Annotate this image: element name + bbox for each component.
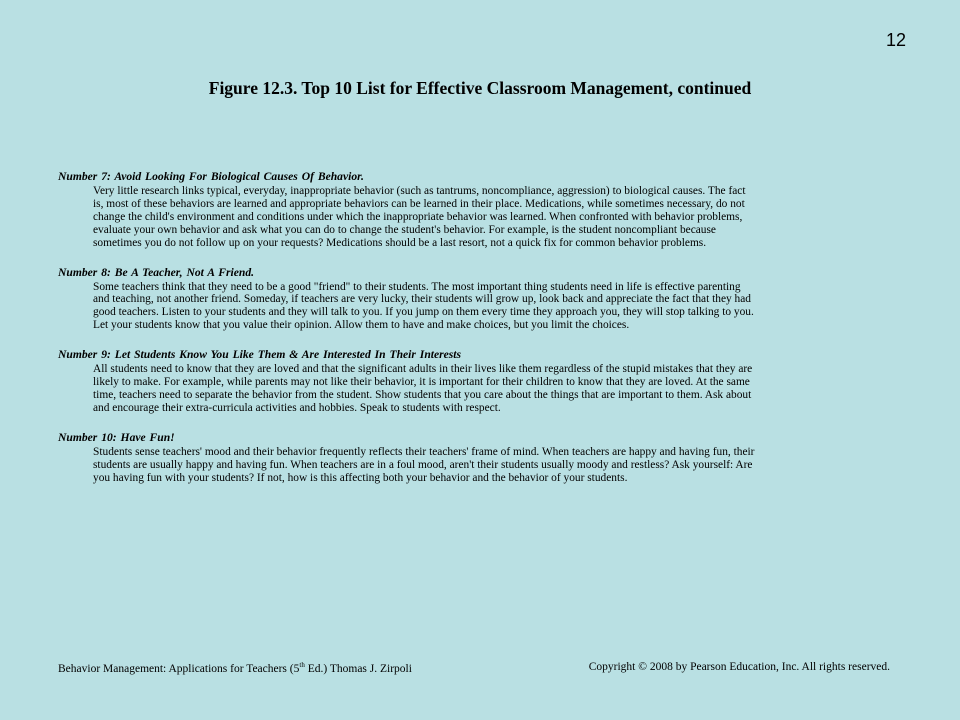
section-heading: Number 8: Be A Teacher, Not A Friend. xyxy=(58,265,255,279)
footer-citation-suffix: Ed.) Thomas J. Zirpoli xyxy=(304,662,412,675)
section-heading: Number 7: Avoid Looking For Biological Causes Of Behavior. xyxy=(58,170,364,183)
page-title: Figure 12.3. Top 10 List for Effective Classroom Management, continued xyxy=(208,78,752,98)
content-body xyxy=(58,170,758,501)
section-number-10 xyxy=(58,431,758,485)
section-heading: Number 10: Have Fun! xyxy=(58,430,175,444)
section-body: All students need to know that they are loved and that the significant adults in their lives like them regardless of the stupid mistakes that they are likely to make. For example, while parents may not like their behavior, it is important for their children to know that they are loved. At the same time, teachers need to separate the behavior from the student. Show students that you care about the things that are important to them. Ask about and encourage their extra-curricula activities and hobbies. Speak to students with respect. xyxy=(93,363,753,414)
section-number-8 xyxy=(58,266,758,333)
section-number-9 xyxy=(58,348,758,415)
section-body: Some teachers think that they need to be a good "friend" to their students. The most important thing students need in life is effective parenting and teaching, not another friend. Someday, if teachers are very lucky, their students will grow up, look back and appreciate the fact that they had good teachers. Listen to your students and they will talk to you. If you jump on them every time they approach you, they will stop talking to you. Let your students know that you value their opinion. Allow them to have and make choices, but you limit the choices. xyxy=(93,280,754,332)
section-heading: Number 9: Let Students Know You Like Them & Are Interested In Their Interests xyxy=(58,348,462,362)
footer-citation xyxy=(58,661,412,675)
footer-citation-sup: th xyxy=(299,661,305,669)
section-number-7 xyxy=(58,170,758,250)
section-body: Students sense teachers' mood and their behavior frequently reflects their teachers' frame of mind. When teachers are happy and having fun, their students are usually happy and having fun. When teachers are in a foul mood, aren't their students usually moody and restless? Ask yourself: Are you having fun with your students? If not, how is this affecting both your behavior and the behavior of your students. xyxy=(93,445,755,484)
page-number: 12 xyxy=(886,30,907,50)
section-body: Very little research links typical, everyday, inappropriate behavior (such as tantrums, noncompliance, aggression) to biological causes. The fact is, most of these behaviors are learned and appropriate behaviors can be learned in their place. Medications, while sometimes necessary, do not change the child's environment and conditions under which the inappropriate behavior was learned. When confronted with behavior problems, evaluate your own behavior and ask what you can do to change the student's behavior. For example, is the student noncompliant because sometimes you do not follow up on your requests? Medications should be a last resort, not a quick fix for common behavior problems. xyxy=(93,185,746,249)
footer-copyright: Copyright © 2008 by Pearson Education, Inc. All rights reserved. xyxy=(588,661,890,673)
footer-citation-prefix: Behavior Management: Applications for Teachers (5 xyxy=(58,662,300,675)
